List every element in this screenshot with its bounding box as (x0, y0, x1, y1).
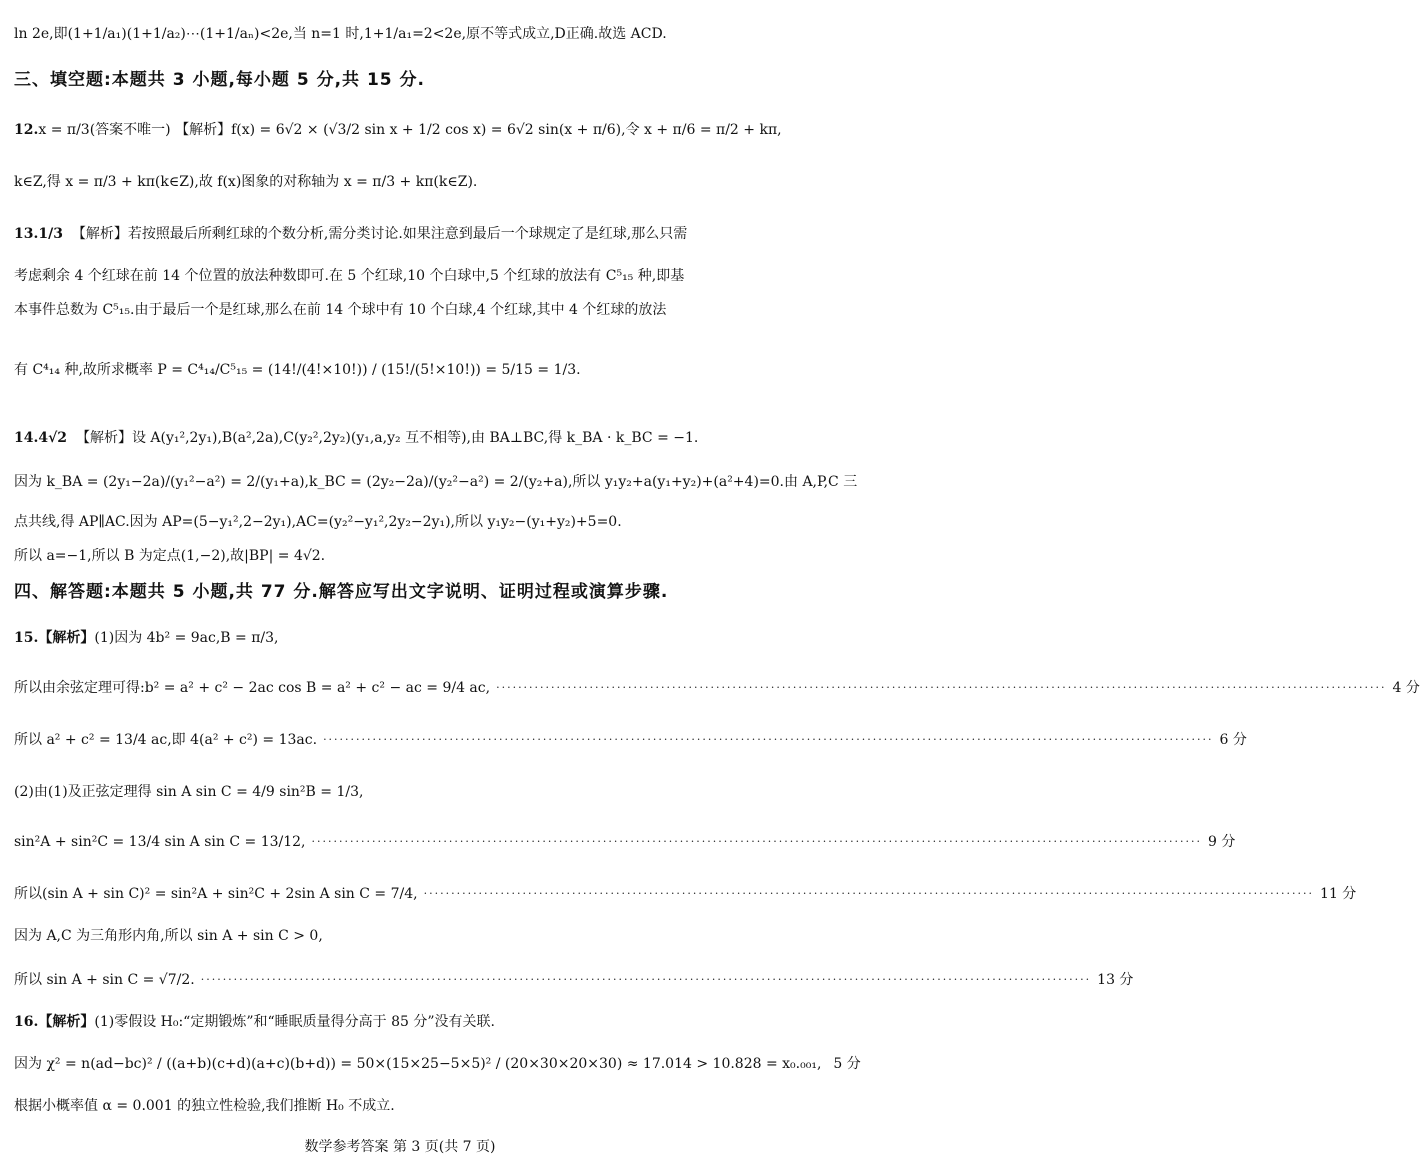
q15-line-1: 15.【解析】(1)因为 4b² = 9ac,B = π/3, (14, 630, 279, 646)
score-label: 11 分 (1320, 886, 1357, 902)
q14-line-2: 因为 k_BA = (2y₁−2a)/(y₁²−a²) = 2/(y₁+a),k_BC = (2y₂−2a)/(y₂²−a²) = 2/(y₂+a),所以 y₁y₂+a(y₁+y₂)+(a²+4)=0.由 A,P,C 三 (14, 474, 858, 490)
leader-dots (323, 720, 1213, 760)
q13-line-4: 有 C⁴₁₄ 种,故所求概率 P = C⁴₁₄/C⁵₁₅ = (14!/(4!×10!)) / (15!/(5!×10!)) = 5/15 = 1/3. (14, 362, 581, 378)
q15-line-5: sin²A + sin²C = 13/4 sin A sin C = 13/12, ····· 9 分 (14, 822, 780, 862)
q13-line-1: 13.1/3 【解析】若按照最后所剩红球的个数分析,需分类讨论.如果注意到最后一个球规定了是红球,那么只需 (14, 226, 688, 242)
score-label: 5 分 (833, 1056, 861, 1072)
q15-line-2: 所以由余弦定理可得:b² = a² + c² − 2ac cos B = a² + c² − ac = 9/4 ac, ····· 4 分 (14, 668, 780, 708)
q15-line-3: 所以 a² + c² = 13/4 ac,即 4(a² + c²) = 13ac. ····· 6 分 (14, 720, 780, 760)
q12-line-1: 12.x = π/3(答案不唯一) 【解析】f(x) = 6√2 × (√3/2 sin x + 1/2 cos x) = 6√2 sin(x + π/6),令 x + π/6 = π/2 + kπ, (14, 122, 782, 138)
score-label: 13 分 (1097, 972, 1134, 988)
q14-line-1: 14.4√2 【解析】设 A(y₁²,2y₁),B(a²,2a),C(y₂²,2y₂)(y₁,a,y₂ 互不相等),由 BA⊥BC,得 k_BA · k_BC = −1. (14, 430, 699, 446)
q14-line-3: 点共线,得 AP∥AC.因为 AP=(5−y₁²,2−2y₁),AC=(y₂²−y₁²,2y₂−2y₁),所以 y₁y₂−(y₁+y₂)+5=0. (14, 514, 622, 530)
score-label: 6 分 (1219, 732, 1247, 748)
leader-dots (312, 822, 1202, 862)
q14-line-4: 所以 a=−1,所以 B 为定点(1,−2),故|BP| = 4√2. (14, 548, 326, 564)
q15-line-6: 所以(sin A + sin C)² = sin²A + sin²C + 2sin A sin C = 7/4, ····· 11 分 (14, 874, 780, 914)
leader-dots (201, 960, 1091, 1000)
q15-line-8: 所以 sin A + sin C = √7/2. ····· 13 分 (14, 960, 780, 1000)
score-label: 4 分 (1392, 680, 1420, 696)
q15-line-7: 因为 A,C 为三角形内角,所以 sin A + sin C > 0, (14, 928, 323, 944)
page-footer: 数学参考答案 第 3 页(共 7 页) (304, 1139, 496, 1155)
section-4-heading: 四、解答题:本题共 5 小题,共 77 分.解答应写出文字说明、证明过程或演算步骤. (14, 582, 669, 602)
leader-dots (496, 668, 1386, 708)
leader-dots (424, 874, 1314, 914)
q14-answer: 4√2 (38, 430, 68, 446)
top-continuation-line: ln 2e,即(1+1/a₁)(1+1/a₂)⋯(1+1/aₙ)<2e,当 n=1 时,1+1/a₁=2<2e,原不等式成立,D正确.故选 ACD. (14, 26, 667, 42)
q13-answer: 1/3 (38, 226, 63, 242)
q16-line-3: 根据小概率值 α = 0.001 的独立性检验,我们推断 H₀ 不成立. (14, 1098, 395, 1114)
q16-line-1: 16.【解析】(1)零假设 H₀:“定期锻炼”和“睡眠质量得分高于 85 分”没有关联. (14, 1014, 495, 1030)
q12-line-2: k∈Z,得 x = π/3 + kπ(k∈Z),故 f(x)图象的对称轴为 x = π/3 + kπ(k∈Z). (14, 174, 478, 190)
q15-line-4: (2)由(1)及正弦定理得 sin A sin C = 4/9 sin²B = 1/3, (14, 784, 364, 800)
q16-line-2: 因为 χ² = n(ad−bc)² / ((a+b)(c+d)(a+c)(b+d)) = 50×(15×25−5×5)² / (20×30×20×30) ≈ 17.014 > 10.828 = x₀.₀₀₁, 5 分 (14, 1044, 780, 1084)
score-label: 9 分 (1207, 834, 1236, 850)
section-3-heading: 三、填空题:本题共 3 小题,每小题 5 分,共 15 分. (14, 70, 425, 90)
q13-line-3: 本事件总数为 C⁵₁₅.由于最后一个是红球,那么在前 14 个球中有 10 个白球,4 个红球,其中 4 个红球的放法 (14, 302, 667, 318)
q13-line-2: 考虑剩余 4 个红球在前 14 个位置的放法种数即可.在 5 个红球,10 个白球中,5 个红球的放法有 C⁵₁₅ 种,即基 (14, 268, 685, 284)
